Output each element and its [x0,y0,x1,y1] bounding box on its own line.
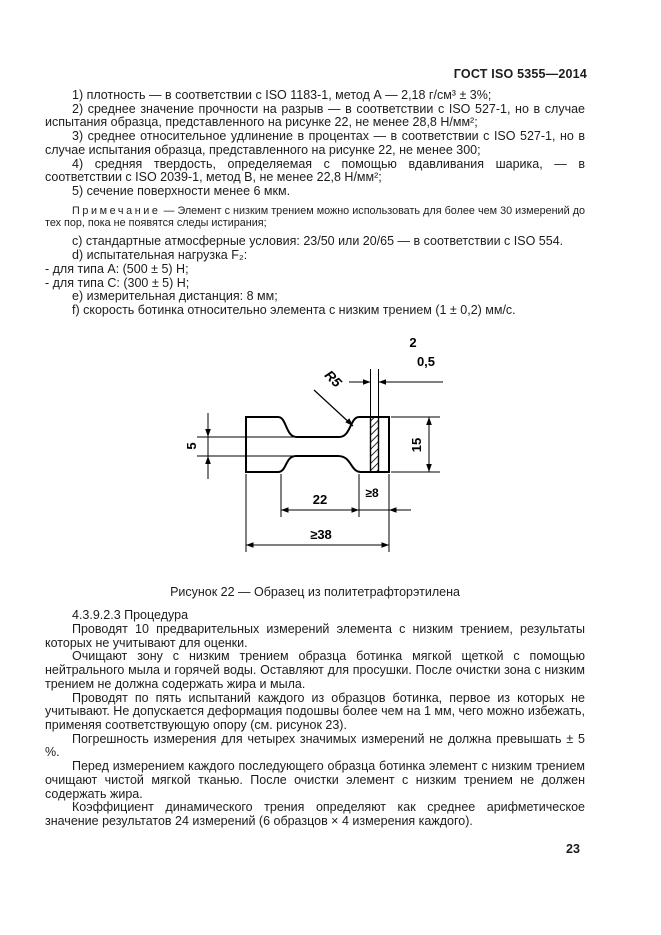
measure-item-f: f) скорость ботинка относительно элемента с низким трением (1 ± 0,2) мм/с. [72,302,516,317]
dim-waist-length-label: 22 [312,491,328,507]
procedure-paragraph-4: Погрешность измерения для четырех значимых измерений не должна превышать ± 5 %. [45,731,585,760]
measure-item-e: е) измерительная дистанция: 8 мм; [72,289,278,304]
page-number: 23 [566,842,580,856]
dim-fillet-radius-label: R5 [321,367,345,390]
dim-strip-offset-label: 0,5 [416,353,436,369]
dim-end-width-label: ≥8 [365,485,379,500]
intro-item-5: 5) сечение поверхности менее 6 мкм. [72,183,291,198]
low-friction-strip [371,417,379,472]
note-text: — Элемент с низким трением можно использовать для более чем 30 измерений до тех пор, пока не появятся следы истирания; [45,204,585,230]
load-type-a: - для типа А: (500 ± 5) Н; [45,261,189,276]
procedure-paragraph-5: Перед измерением каждого последующего образца ботинка элемент с низким трением очищают чистой мягкой тканью. После очистки элемент с низким трением не должен содержать жира. [45,759,585,801]
note-paragraph [45,205,585,230]
note-label: Примечание [72,204,161,217]
procedure-paragraph-2: Очищают зону с низким трением образца ботинка мягкой щеткой с помощью нейтрального мыла и горячей воды. Оставляют для просушки. После очистки зона с низким трением не должна содержать жира и мыла. [45,649,585,691]
intro-item-3: 3) среднее относительное удлинение в процентах — в соответствии с ISO 527-1, но в случае испытания образца, представленного на рисунке 22, не менее 300; [45,129,585,157]
dim-strip-thickness-label: 2 [409,334,417,350]
dim-total-length-label: ≥38 [310,526,332,542]
figure-caption: Рисунок 22 — Образец из политетрафторэтилена [170,584,460,599]
condition-item-c: c) стандартные атмосферные условия: 23/50 или 20/65 — в соответствии с ISO 554. [72,234,564,249]
dim-strip [349,369,443,417]
procedure-paragraph-3: Проводят по пять испытаний каждого из образцов ботинка, первое из которых не учитывают. Не допускается деформация подошвы более чем на 1 мм, чего можно избежать, применяя соответствующую опору (см. рисунок 23). [45,690,585,732]
load-type-c: - для типа С: (300 ± 5) Н; [45,275,190,290]
procedure-paragraph-6: Коэффициент динамического трения определяют как среднее арифметическое значение результатов 24 измерений (6 образцов × 4 измерения каждого). [45,800,585,828]
intro-item-4: 4) средняя твердость, определяемая с помощью вдавливания шарика, — в соответствии с ISO 2039-1, метод В, не менее 22,8 Н/мм²; [45,156,585,185]
section-heading: 4.3.9.2.3 Процедура [72,608,189,623]
intro-item-2: 2) среднее значение прочности на разрыв — в соответствии с ISO 527-1, но в случае испытания образца, представленного на рисунке 22, не менее 28,8 Н/мм²; [45,101,585,130]
intro-item-1: 1) плотность — в соответствии с ISO 1183-1, метод А — 2,18 г/см³ ± 3%; [72,88,492,102]
procedure-paragraph-1: Проводят 10 предварительных измерений элемента с низким трением, результаты которых не учитывают для оценки. [45,622,585,650]
dim-end-height-label: 15 [409,437,424,452]
specimen-drawing [179,328,449,558]
page-content [45,89,585,829]
dim-waist-height-label: 5 [184,442,199,450]
condition-item-d: d) испытательная нагрузка F₂: [72,248,248,263]
document-code-header: ГОСТ ISO 5355—2014 [453,67,587,81]
figure-22 [45,318,585,586]
specimen-outline [246,417,389,472]
